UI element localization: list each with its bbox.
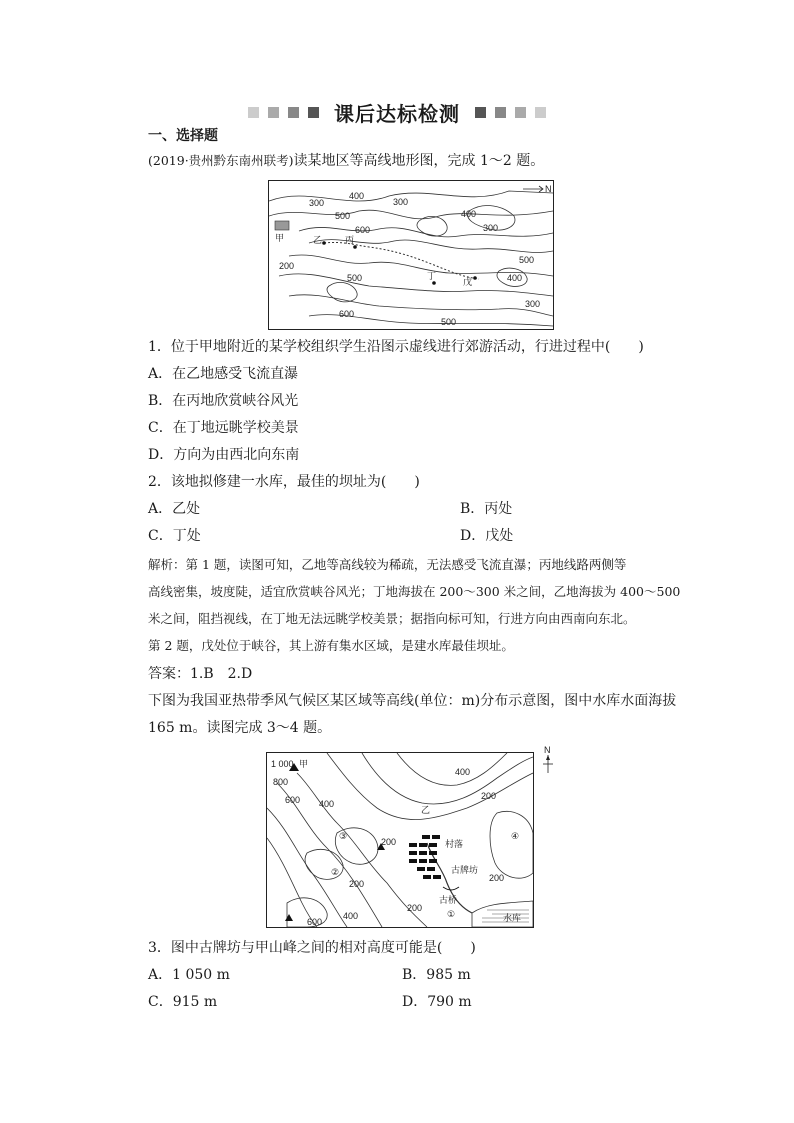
peak-elevation: 1 000 bbox=[271, 759, 294, 769]
q3-option: B．985 m bbox=[402, 967, 471, 983]
place-ding: 丁 bbox=[427, 271, 437, 281]
contour-label: 500 bbox=[441, 317, 457, 327]
q1-stem: 1．位于甲地附近的某学校组织学生沿图示虚线进行郊游活动，行进过程中( ) bbox=[148, 339, 644, 355]
contour-label: 500 bbox=[347, 273, 363, 283]
intro2-line: 165 m。读图完成 3～4 题。 bbox=[148, 720, 332, 736]
q2-option: A．乙处 bbox=[148, 501, 201, 517]
contour-label: 200 bbox=[381, 837, 397, 847]
marker-1: ① bbox=[447, 909, 456, 919]
decor-square bbox=[248, 107, 259, 118]
question-source-line bbox=[148, 151, 544, 171]
q3-option: A．1 050 m bbox=[148, 967, 230, 983]
contour-label: 400 bbox=[455, 767, 471, 777]
contour-label: 600 bbox=[307, 917, 323, 927]
q2-option: B．丙处 bbox=[460, 501, 513, 517]
q3-option: D．790 m bbox=[402, 994, 472, 1010]
decor-square bbox=[515, 107, 526, 118]
marker-3: ③ bbox=[339, 831, 348, 841]
place-yi: 乙 bbox=[313, 235, 323, 245]
analysis-line: 米之间，阻挡视线，在丁地无法远眺学校美景；据指向标可知，行进方向由西南向东北。 bbox=[148, 611, 636, 626]
village-label: 村落 bbox=[445, 839, 464, 849]
answer: 答案：1.B 2.D bbox=[148, 666, 253, 682]
decor-square bbox=[495, 107, 506, 118]
decor-square bbox=[308, 107, 319, 118]
analysis-line: 解析：第 1 题，读图可知，乙地等高线较为稀疏，无法感受飞流直瀑；丙地线路两侧等 bbox=[148, 557, 627, 572]
q3-option: C．915 m bbox=[148, 994, 218, 1010]
contour-label: 500 bbox=[519, 255, 535, 265]
intro2-line: 下图为我国亚热带季风气候区某区域等高线(单位：m)分布示意图，图中水库水面海拔 bbox=[148, 693, 677, 709]
decor-square bbox=[268, 107, 279, 118]
contour-label: 200 bbox=[489, 873, 505, 883]
north-arrow bbox=[540, 744, 556, 774]
contour-label: 200 bbox=[407, 903, 423, 913]
q1-option: C．在丁地远眺学校美景 bbox=[148, 420, 299, 436]
page-title-bar bbox=[0, 98, 794, 124]
contour-label: 300 bbox=[393, 197, 409, 207]
place-jia: 甲 bbox=[299, 759, 309, 769]
q3-stem: 3．图中古牌坊与甲山峰之间的相对高度可能是( ) bbox=[148, 940, 476, 956]
place-yi: 乙 bbox=[421, 805, 431, 815]
contour-label: 300 bbox=[525, 299, 541, 309]
contour-map-1 bbox=[268, 180, 554, 330]
reservoir-label: 水库 bbox=[503, 913, 522, 923]
bridge-label: 古桥 bbox=[439, 895, 458, 905]
page-title: 课后达标检测 bbox=[334, 102, 460, 126]
marker-2: ② bbox=[331, 867, 340, 877]
section-heading: 一、选择题 bbox=[148, 128, 218, 144]
contour-map-2 bbox=[266, 752, 534, 928]
q2-option: D．戊处 bbox=[460, 528, 514, 544]
contour-label: 200 bbox=[481, 791, 497, 801]
north-label: N bbox=[544, 745, 551, 755]
place-bing: 丙 bbox=[345, 235, 355, 245]
contour-label: 200 bbox=[279, 261, 295, 271]
intro-text: 读某地区等高线地形图，完成 1～2 题。 bbox=[293, 153, 545, 169]
q1-option: A．在乙地感受飞流直瀑 bbox=[148, 366, 299, 382]
contour-label: 600 bbox=[285, 795, 301, 805]
gate-label: 古牌坊 bbox=[451, 865, 479, 875]
decor-square bbox=[475, 107, 486, 118]
marker-4: ④ bbox=[511, 831, 520, 841]
q2-stem: 2．该地拟修建一水库，最佳的坝址为( ) bbox=[148, 474, 420, 490]
contour-label: 300 bbox=[483, 223, 499, 233]
analysis-line: 高线密集，坡度陡，适宜欣赏峡谷风光；丁地海拔在 200～300 米之间，乙地海拔为 400～500 bbox=[148, 584, 681, 599]
place-wu: 戊 bbox=[463, 277, 473, 287]
contour-label: 400 bbox=[319, 799, 335, 809]
contour-label: 400 bbox=[349, 191, 365, 201]
source-tag: (2019·贵州黔东南州联考) bbox=[148, 153, 294, 168]
decor-square bbox=[288, 107, 299, 118]
q2-option: C．丁处 bbox=[148, 528, 201, 544]
contour-label: 400 bbox=[461, 209, 477, 219]
contour-label: 800 bbox=[273, 777, 289, 787]
contour-label: 600 bbox=[355, 225, 371, 235]
contour-label: 600 bbox=[339, 309, 355, 319]
contour-label: 500 bbox=[335, 211, 351, 221]
contour-label: 400 bbox=[507, 273, 523, 283]
analysis-line: 第 2 题，戊处位于峡谷，其上游有集水区域，是建水库最佳坝址。 bbox=[148, 638, 514, 653]
q1-option: B．在丙地欣赏峡谷风光 bbox=[148, 393, 299, 409]
contour-label: 400 bbox=[343, 911, 359, 921]
q1-option: D．方向为由西北向东南 bbox=[148, 447, 300, 463]
place-jia: 甲 bbox=[275, 233, 285, 243]
north-label: N bbox=[545, 184, 552, 194]
contour-label: 200 bbox=[349, 879, 365, 889]
contour-label: 300 bbox=[309, 198, 325, 208]
decor-square bbox=[535, 107, 546, 118]
